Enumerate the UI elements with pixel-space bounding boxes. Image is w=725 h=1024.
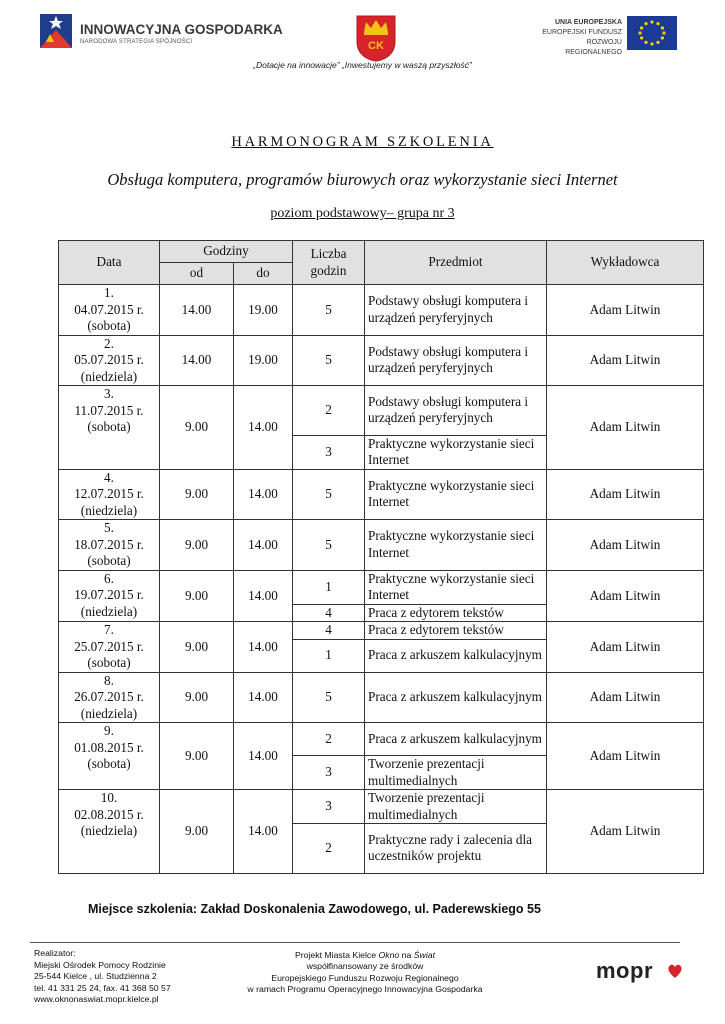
hours-count: 1: [293, 570, 365, 604]
date-cell: [59, 672, 160, 723]
date-day: (niedziela): [80, 502, 138, 518]
date-cell: [59, 790, 160, 874]
date-day: (sobota): [87, 655, 131, 670]
hours-count: 2: [293, 386, 365, 436]
table-row: [59, 469, 704, 520]
time-from: 14.00: [160, 285, 234, 336]
hours-count: 4: [293, 604, 365, 622]
time-to: 14.00: [234, 469, 293, 520]
table-row: [59, 520, 704, 571]
footer-mid-okno: Okno: [378, 950, 400, 960]
header-date: Data: [59, 241, 160, 285]
time-to: 14.00: [234, 672, 293, 723]
footer-divider: [30, 942, 680, 943]
schedule-table: [58, 240, 704, 874]
subject: Podstawy obsługi komputera i urządzeń peryferyjnych: [365, 386, 547, 436]
date-date: 11.07.2015 r.: [74, 402, 144, 418]
header-from: od: [160, 263, 234, 285]
time-from: 9.00: [160, 469, 234, 520]
hours-count: 5: [293, 520, 365, 571]
subject: Praktyczne wykorzystanie sieci Internet: [365, 520, 547, 571]
table-row: [59, 723, 704, 756]
eu-flag-icon: [627, 16, 677, 50]
subject: Praca z edytorem tekstów: [365, 622, 547, 640]
mopr-logo-text: mopr: [596, 958, 653, 983]
date-num: 3.: [104, 386, 114, 401]
date-num: 9.: [104, 723, 114, 738]
footer-left-line: 25-544 Kielce , ul. Studzienna 2: [34, 971, 157, 982]
lecturer: Adam Litwin: [547, 386, 704, 470]
header-subject: Przedmiot: [365, 241, 547, 285]
time-from: 9.00: [160, 672, 234, 723]
date-cell: [59, 570, 160, 622]
subject: Praca z arkuszem kalkulacyjnym: [365, 723, 547, 756]
time-to: 14.00: [234, 570, 293, 622]
time-to: 14.00: [234, 723, 293, 790]
lecturer: Adam Litwin: [547, 570, 704, 622]
eu-line-1: UNIA EUROPEJSKA: [554, 19, 622, 26]
date-num: 1.: [104, 285, 114, 300]
footer-mid-part: Projekt Miasta Kielce: [294, 950, 379, 960]
training-place: Miejsce szkolenia: Zakład Doskonalenia Zawodowego, ul. Paderewskiego 55: [88, 902, 541, 916]
date-date: 01.08.2015 r.: [74, 739, 144, 755]
time-from: 9.00: [160, 570, 234, 622]
date-day: (niedziela): [80, 823, 138, 838]
document-level: poziom podstawowy– grupa nr 3: [270, 206, 455, 221]
date-day: (sobota): [87, 419, 131, 434]
date-num: 10.: [100, 790, 118, 805]
date-date: 25.07.2015 r.: [74, 638, 144, 654]
subject: Praca z arkuszem kalkulacyjnym: [365, 672, 547, 723]
hours-count: 3: [293, 756, 365, 790]
time-to: 19.00: [234, 285, 293, 336]
footer-project: [220, 950, 510, 996]
date-num: 2.: [104, 335, 114, 351]
lecturer: Adam Litwin: [547, 335, 704, 386]
footer-mid-line: współfinansowany ze środków: [306, 961, 424, 972]
mopr-heart-icon: [666, 962, 684, 980]
date-cell: [59, 335, 160, 386]
eu-line-3: ROZWOJU REGIONALNEGO: [565, 39, 622, 56]
table-row: [59, 790, 704, 824]
subject: Podstawy obsługi komputera i urządzeń peryferyjnych: [365, 285, 547, 336]
time-from: 9.00: [160, 723, 234, 790]
innowacyjna-gospodarka-logo: [36, 12, 283, 52]
document-heading: HARMONOGRAM SZKOLENIA: [231, 134, 494, 150]
footer-left-line: Miejski Ośrodek Pomocy Rodzinie: [34, 959, 166, 970]
ig-title: INNOWACYJNA GOSPODARKA: [80, 22, 283, 37]
hours-count: 5: [293, 335, 365, 386]
ig-subtitle: NARODOWA STRATEGIA SPÓJNOŚCI: [80, 39, 193, 45]
subject: Praktyczne wykorzystanie sieci Internet: [365, 435, 547, 469]
date-cell: [59, 386, 160, 470]
subject: Praktyczne wykorzystanie sieci Internet: [365, 469, 547, 520]
date-date: 05.07.2015 r.: [74, 352, 144, 367]
lecturer: Adam Litwin: [547, 469, 704, 520]
lecturer: Adam Litwin: [547, 285, 704, 336]
time-from: 9.00: [160, 622, 234, 673]
date-day: (sobota): [87, 318, 131, 333]
subject: Praca z edytorem tekstów: [365, 604, 547, 622]
footer-organizer: [34, 948, 171, 1006]
hours-count: 5: [293, 285, 365, 336]
header-count: Liczba godzin: [293, 241, 365, 285]
eu-stars-icon: [627, 16, 677, 50]
date-num: 6.: [104, 570, 114, 586]
document-subtitle: Obsługa komputera, programów biurowych oraz wykorzystanie sieci Internet: [107, 170, 618, 189]
footer-left-line: tel. 41 331 25 24, fax. 41 368 50 57: [34, 982, 171, 993]
date-cell: [59, 520, 160, 571]
footer-mid-line: w ramach Programu Operacyjnego Innowacyjna Gospodarka: [247, 984, 483, 995]
lecturer: Adam Litwin: [547, 723, 704, 790]
hours-count: 5: [293, 469, 365, 520]
table-row: [59, 570, 704, 604]
kielce-crest-logo: [355, 14, 397, 62]
time-to: 14.00: [234, 386, 293, 470]
date-cell: [59, 622, 160, 673]
lecturer: Adam Litwin: [547, 672, 704, 723]
table-row: [59, 672, 704, 723]
table-row: [59, 386, 704, 436]
time-from: 14.00: [160, 335, 234, 386]
date-date: 02.08.2015 r.: [74, 806, 144, 822]
subject: Podstawy obsługi komputera i urządzeń peryferyjnych: [365, 335, 547, 386]
crest-icon: [355, 14, 397, 62]
date-cell: [59, 723, 160, 790]
table-row: [59, 285, 704, 336]
hours-count: 4: [293, 622, 365, 640]
table-row: [59, 622, 704, 640]
footer-mid-line-1: [220, 950, 510, 961]
date-num: 4.: [104, 469, 114, 485]
time-from: 9.00: [160, 520, 234, 571]
eu-line-2: EUROPEJSKI FUNDUSZ: [542, 29, 622, 36]
lecturer: Adam Litwin: [547, 790, 704, 874]
date-num: 5.: [104, 520, 114, 535]
date-cell: [59, 285, 160, 336]
date-num: 7.: [104, 622, 114, 637]
footer-mid-line: Europejskiego Funduszu Rozwoju Regionalnego: [271, 972, 459, 983]
hours-count: 3: [293, 435, 365, 469]
date-day: (sobota): [87, 756, 131, 771]
footer-left-line: Realizator:: [34, 948, 76, 958]
eu-logo: [530, 12, 680, 54]
footer-mid-part: na: [399, 950, 414, 960]
hours-count: 2: [293, 824, 365, 874]
header-hours: Godziny: [160, 241, 293, 263]
table-row: [59, 335, 704, 386]
date-date: 19.07.2015 r.: [74, 587, 144, 602]
date-date: 04.07.2015 r.: [74, 301, 144, 317]
subject: Praca z arkuszem kalkulacyjnym: [365, 639, 547, 672]
date-day: (niedziela): [80, 603, 138, 619]
date-date: 26.07.2015 r.: [74, 689, 144, 704]
subject: Tworzenie prezentacji multimedialnych: [365, 790, 547, 824]
subject: Praktyczne rady i zalecenia dla uczestników projektu: [365, 824, 547, 874]
lecturer: Adam Litwin: [547, 520, 704, 571]
date-date: 12.07.2015 r.: [74, 486, 144, 501]
hours-count: 3: [293, 790, 365, 824]
crest-text: CK: [368, 40, 384, 52]
hours-count: 1: [293, 639, 365, 672]
subject: Tworzenie prezentacji multimedialnych: [365, 756, 547, 790]
motto: „Dotacje na innowacje” „Inwestujemy w waszą przyszłość”: [253, 60, 472, 70]
time-to: 19.00: [234, 335, 293, 386]
date-day: (sobota): [87, 553, 131, 568]
date-cell: [59, 469, 160, 520]
header-lecturer: Wykładowca: [547, 241, 704, 285]
date-num: 8.: [104, 672, 114, 688]
footer-website: www.oknonaswiat.mopr.kielce.pl: [34, 994, 159, 1005]
date-date: 18.07.2015 r.: [74, 536, 144, 552]
date-day: (niedziela): [80, 705, 138, 721]
time-from: 9.00: [160, 386, 234, 470]
time-to: 14.00: [234, 520, 293, 571]
mopr-logo: [596, 958, 686, 988]
ig-emblem-icon: [36, 12, 76, 52]
lecturer: Adam Litwin: [547, 622, 704, 673]
header-to: do: [234, 263, 293, 285]
hours-count: 2: [293, 723, 365, 756]
date-day: (niedziela): [80, 368, 138, 384]
footer-mid-swiat: Świat: [413, 950, 436, 960]
hours-count: 5: [293, 672, 365, 723]
time-to: 14.00: [234, 790, 293, 874]
time-from: 9.00: [160, 790, 234, 874]
time-to: 14.00: [234, 622, 293, 673]
subject: Praktyczne wykorzystanie sieci Internet: [365, 570, 547, 604]
